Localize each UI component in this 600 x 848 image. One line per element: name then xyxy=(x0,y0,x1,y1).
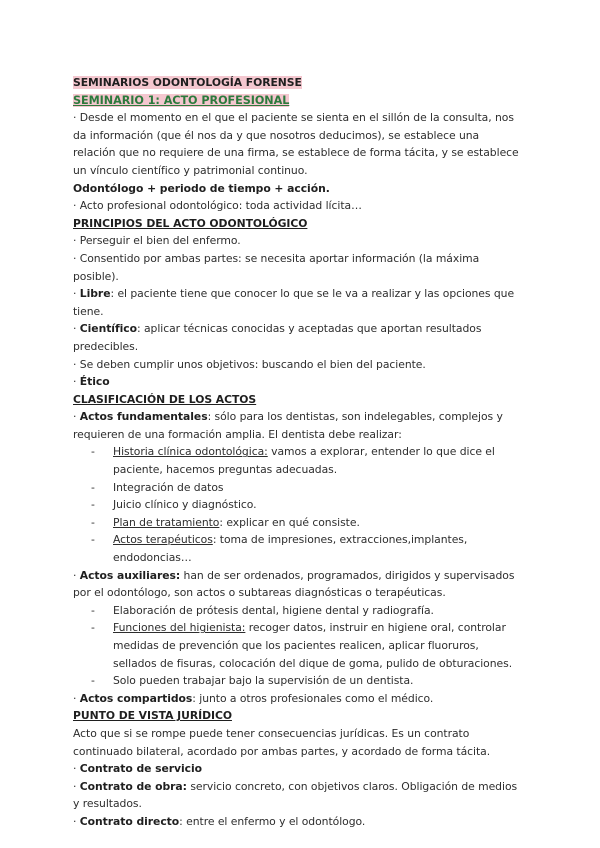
principio-etico: · Ético xyxy=(73,375,110,389)
document-page xyxy=(73,74,523,831)
actos-fundamentales: · Actos fundamentales: sólo para los dentistas, son indelegables, complejos y requieren de una formación amplia. El dentista debe realizar: xyxy=(73,410,503,441)
list-item: - Integración de datos xyxy=(91,479,523,497)
principio-item: · Se deben cumplir unos objetivos: buscando el bien del paciente. xyxy=(73,357,426,371)
principio-libre: · Libre: el paciente tiene que conocer lo que se le va a realizar y las opciones que tiene. xyxy=(73,287,515,318)
juridico-intro: Acto que si se rompe puede tener consecuencias jurídicas. Es un contrato continuado bilateral, acordado por ambas partes, y acordado de forma tácita. xyxy=(73,726,491,758)
seminar-title: SEMINARIO 1: ACTO PROFESIONAL xyxy=(73,93,290,107)
clasificacion-heading: CLASIFICACIÓN DE LOS ACTOS xyxy=(73,392,257,406)
principios-heading: PRINCIPIOS DEL ACTO ODONTOLÓGICO xyxy=(73,216,308,230)
fundamentales-list xyxy=(73,443,523,566)
list-item: - Plan de tratamiento: explicar en qué consiste. xyxy=(91,514,523,532)
contrato-servicio: · Contrato de servicio xyxy=(73,762,203,776)
list-item: - Funciones del higienista: recoger datos, instruir en higiene oral, controlar medidas de prevención que los pacientes realicen, aplicar fluoruros, sellados de fisuras, colocación del dique de goma, pulido de obturaciones. xyxy=(91,619,523,672)
actos-compartidos: · Actos compartidos: junto a otros profesionales como el médico. xyxy=(73,691,434,705)
list-item: - Solo pueden trabajar bajo la supervisión de un dentista. xyxy=(91,672,523,690)
principio-cientifico: · Científico: aplicar técnicas conocidas y aceptadas que aportan resultados predecibles. xyxy=(73,322,482,353)
auxiliares-list xyxy=(73,602,523,690)
document-title: SEMINARIOS ODONTOLOGÍA FORENSE xyxy=(73,76,302,89)
list-item: - Elaboración de prótesis dental, higiene dental y radiografía. xyxy=(91,602,523,620)
juridico-heading: PUNTO DE VISTA JURÍDICO xyxy=(73,709,232,723)
list-item: - Historia clínica odontológica: vamos a explorar, entender lo que dice el paciente, hacemos preguntas adecuadas. xyxy=(91,443,523,478)
formula-line: Odontólogo + periodo de tiempo + acción. xyxy=(73,181,330,195)
acto-definition: · Acto profesional odontológico: toda actividad lícita… xyxy=(73,199,362,213)
principio-item: · Perseguir el bien del enfermo. xyxy=(73,234,241,248)
contrato-directo: · Contrato directo: entre el enfermo y el odontólogo. xyxy=(73,814,366,828)
principio-item: · Consentido por ambas partes: se necesita aportar información (la máxima posible). xyxy=(73,251,480,283)
list-item: - Juicio clínico y diagnóstico. xyxy=(91,496,523,514)
intro-paragraph: · Desde el momento en el que el paciente se sienta en el sillón de la consulta, nos da información (que él nos da y que nosotros deducimos), se establece una relación que no requiere de una firma, se establece de forma tácita, y se establece un vínculo científico y patrimonial continuo. xyxy=(73,111,519,177)
list-item: - Actos terapéuticos: toma de impresiones, extracciones,implantes, endodoncias… xyxy=(91,531,523,566)
actos-auxiliares: · Actos auxiliares: han de ser ordenados, programados, dirigidos y supervisados por el odontólogo, son actos o subtareas diagnósticas o terapéuticas. xyxy=(73,568,515,600)
contrato-obra: · Contrato de obra: servicio concreto, con objetivos claros. Obligación de medios y resultados. xyxy=(73,779,518,811)
